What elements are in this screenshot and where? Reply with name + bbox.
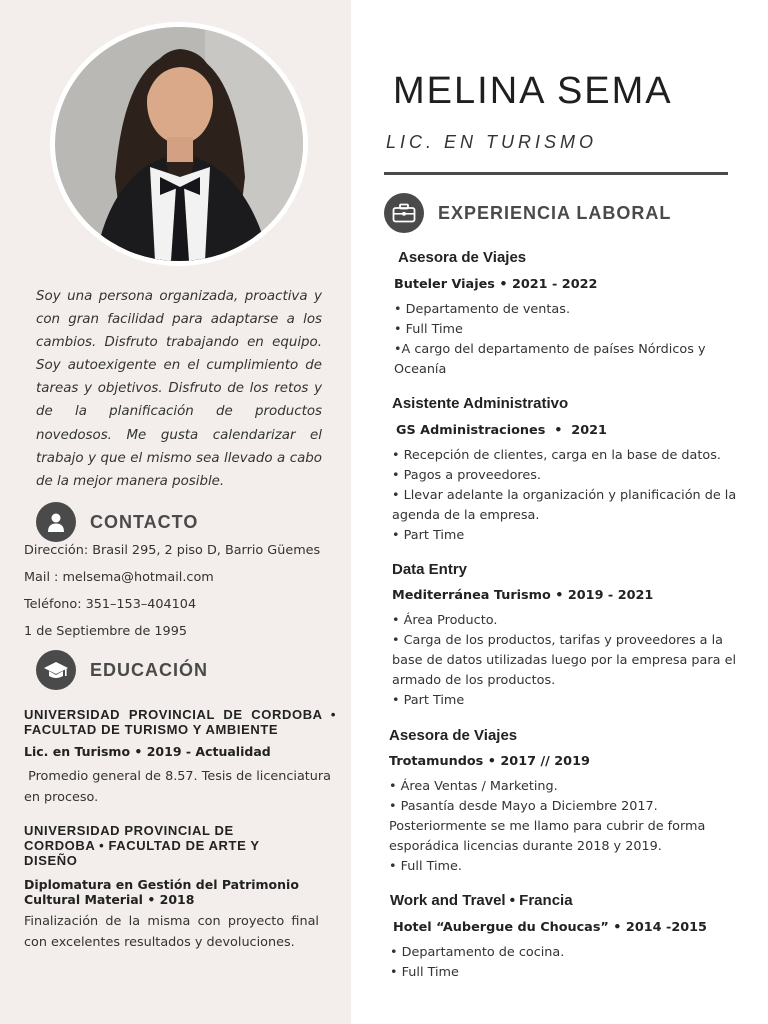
- job-title-2: Asistente Administrativo: [392, 395, 569, 412]
- job-title-3: Data Entry: [392, 561, 468, 578]
- contact-address: Dirección: Brasil 295, 2 piso D, Barrio Güemes: [24, 543, 321, 558]
- list-item: • Departamento de cocina.: [390, 945, 565, 960]
- education-section-header: [36, 650, 208, 690]
- job-bullets-3: [392, 611, 740, 711]
- list-item: • Área Producto.: [392, 613, 498, 628]
- list-item: • Full Time.: [389, 859, 462, 874]
- contact-title: CONTACTO: [90, 511, 199, 532]
- list-item: • Llevar adelante la organización y planificación de la agenda de la empresa.: [392, 488, 737, 523]
- job-company-2: GS Administraciones • 2021: [396, 423, 607, 438]
- list-item: • Área Ventas / Marketing.: [389, 779, 558, 794]
- contact-birthdate: 1 de Septiembre de 1995: [24, 624, 187, 639]
- contact-section-header: [36, 502, 198, 542]
- graduation-cap-icon: [36, 650, 76, 690]
- education-description-1: Promedio general de 8.57. Tesis de licenciatura en proceso.: [24, 769, 336, 805]
- experience-title: EXPERIENCIA LABORAL: [438, 202, 672, 223]
- list-item: • Departamento de ventas.: [394, 302, 571, 317]
- job-title-4: Asesora de Viajes: [389, 727, 518, 744]
- header-divider: [384, 172, 728, 175]
- list-item: • Pagos a proveedores.: [392, 468, 541, 483]
- candidate-name: MELINA SEMA: [393, 70, 673, 112]
- job-bullets-2: [392, 446, 740, 546]
- job-company-4: Trotamundos • 2017 // 2019: [389, 754, 590, 769]
- briefcase-icon: [384, 193, 424, 233]
- job-bullets-1: [394, 300, 724, 380]
- job-title-5: Work and Travel • Francia: [390, 892, 573, 909]
- profile-photo: [50, 22, 308, 266]
- list-item: • Full Time: [394, 322, 463, 337]
- job-company-3: Mediterránea Turismo • 2019 - 2021: [392, 588, 654, 603]
- job-company-5: Hotel “Aubergue du Choucas” • 2014 -2015: [393, 920, 707, 935]
- contact-mail[interactable]: Mail : melsema@hotmail.com: [24, 570, 214, 585]
- contact-phone: Teléfono: 351–153–404104: [24, 597, 197, 612]
- list-item: •A cargo del departamento de países Nórdicos y Oceanía: [394, 342, 706, 377]
- education-institution-2: UNIVERSIDAD PROVINCIAL DE CORDOBA • FACULTAD DE ARTE Y DISEÑO: [24, 823, 260, 868]
- candidate-role: LIC. EN TURISMO: [386, 132, 598, 152]
- experience-section-header: [384, 193, 671, 233]
- list-item: • Part Time: [392, 528, 465, 543]
- job-company-1: Buteler Viajes • 2021 - 2022: [394, 277, 598, 292]
- job-bullets-4: [389, 777, 719, 877]
- profile-bio: Soy una persona organizada, proactiva y con gran facilidad para adaptarse a los cambios. Disfruto trabajando en equipo. Soy autoexigente en el cumplimiento de tareas y objetivos. Disfruto de los retos y de la planificación de productos novedosos. Me gusta calendarizar el trabajo y que el mismo sea llevado a cabo de la mejor manera posible.: [36, 289, 322, 489]
- job-bullets-5: [390, 943, 738, 983]
- job-title-1: Asesora de Viajes: [398, 249, 527, 266]
- list-item: • Part Time: [392, 693, 465, 708]
- user-icon: [36, 502, 76, 542]
- list-item: • Recepción de clientes, carga en la base de datos.: [392, 448, 721, 463]
- education-title: EDUCACIÓN: [90, 659, 209, 680]
- list-item: • Carga de los productos, tarifas y proveedores a la base de datos utilizadas luego por la empresa para el armado de los productos.: [392, 633, 736, 688]
- list-item: • Pasantía desde Mayo a Diciembre 2017. Posteriormente se me llamo para cubrir de forma esporádica licencias durante 2018 y 2019.: [389, 799, 706, 854]
- education-institution-1: UNIVERSIDAD PROVINCIAL DE CORDOBA • FACULTAD DE TURISMO Y AMBIENTE: [24, 707, 336, 737]
- education-degree-1: Lic. en Turismo • 2019 - Actualidad: [24, 744, 271, 759]
- list-item: • Full Time: [390, 965, 459, 980]
- education-description-2: Finalización de la misma con proyecto final con excelentes resultados y devoluciones.: [24, 914, 319, 950]
- education-degree-2: Diplomatura en Gestión del Patrimonio Cultural Material • 2018: [24, 877, 299, 907]
